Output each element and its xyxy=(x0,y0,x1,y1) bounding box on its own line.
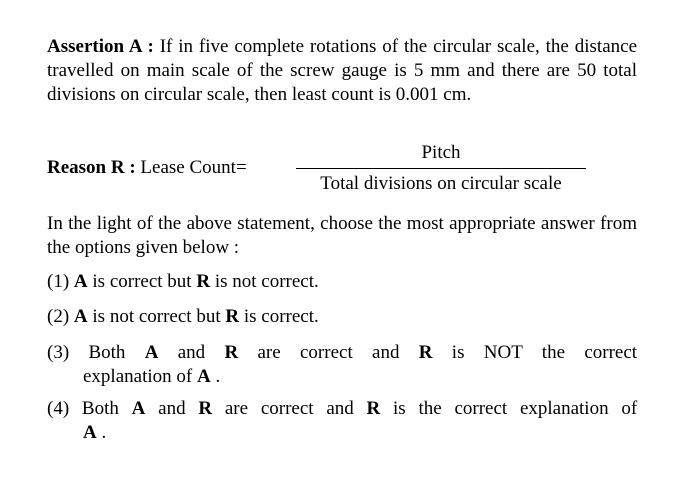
option-1-segment: is not correct. xyxy=(210,271,319,292)
option-2-segment: R xyxy=(225,306,240,327)
equals-sign: = xyxy=(235,157,247,178)
option-4-word: correct xyxy=(260,398,314,419)
option-4-word: Both xyxy=(81,398,119,419)
option-4-word: is xyxy=(393,398,406,419)
option-4[interactable] xyxy=(47,397,637,445)
option-1-text xyxy=(47,270,637,294)
option-3-number: (3) xyxy=(47,342,70,363)
option-2-segment: is not correct but xyxy=(87,306,226,327)
assertion-label: Assertion A : xyxy=(47,36,154,57)
fraction-numerator: Pitch xyxy=(421,142,461,163)
fraction-denominator: Total divisions on circular scale xyxy=(320,173,562,194)
option-3-segment: A xyxy=(196,366,211,387)
option-4-line-1 xyxy=(47,397,637,421)
assertion-text: If in five complete rotations of the circular scale, the distance travelled on main scale of the screw gauge is 5 mm and there are 50 total divisions on circular scale, then least count is 0.001 cm. xyxy=(47,36,638,105)
option-4-segment: A xyxy=(83,422,97,443)
instruction-text: In the light of the above statement, choose the most appropriate answer from the options given below : xyxy=(47,213,637,258)
option-1-segment: R xyxy=(196,271,211,292)
option-3-word: correct xyxy=(300,342,353,363)
option-4-word: of xyxy=(621,398,638,419)
option-3-word: the xyxy=(541,342,566,363)
option-1-number: (1) xyxy=(47,271,74,292)
option-4-word: explanation xyxy=(519,398,609,419)
option-3-line-2 xyxy=(47,365,637,389)
option-2-segment: is correct. xyxy=(239,306,319,327)
option-4-word: correct xyxy=(454,398,508,419)
option-2[interactable] xyxy=(47,305,637,329)
option-3-word: and xyxy=(372,342,400,363)
reason-lhs-text: Lease Count xyxy=(140,157,236,178)
reason-lhs xyxy=(47,156,247,180)
option-4-word: R xyxy=(366,398,381,419)
option-2-number: (2) xyxy=(47,306,74,327)
option-3[interactable] xyxy=(47,341,637,389)
option-4-word: and xyxy=(158,398,186,419)
option-4-word: the xyxy=(418,398,442,419)
assertion-statement xyxy=(47,35,637,107)
option-4-number: (4) xyxy=(47,398,70,419)
option-3-word: and xyxy=(177,342,206,363)
option-1-segment: A xyxy=(73,271,88,292)
option-4-word: are xyxy=(224,398,249,419)
option-4-word: and xyxy=(326,398,354,419)
least-count-fraction xyxy=(296,141,586,196)
option-1-segment: is correct but xyxy=(87,271,197,292)
option-3-segment: . xyxy=(210,366,221,387)
option-3-word: is xyxy=(451,342,465,363)
option-3-word: A xyxy=(144,342,159,363)
option-3-line-1 xyxy=(47,341,637,365)
option-3-word: are xyxy=(257,342,281,363)
option-4-segment: . xyxy=(96,422,107,443)
option-3-word: correct xyxy=(584,342,638,363)
reason-statement xyxy=(47,141,647,201)
option-3-word: Both xyxy=(88,342,126,363)
option-4-line-2 xyxy=(47,421,637,445)
option-4-word: A xyxy=(131,398,146,419)
option-2-text xyxy=(47,305,637,329)
reason-label: Reason R : xyxy=(47,157,136,178)
option-1[interactable] xyxy=(47,270,637,294)
option-2-segment: A xyxy=(73,306,88,327)
option-3-word: R xyxy=(418,342,433,363)
fraction-bar xyxy=(296,168,586,169)
option-4-word: R xyxy=(198,398,213,419)
option-3-word: R xyxy=(224,342,239,363)
option-3-segment: explanation of xyxy=(83,366,197,387)
option-3-word: NOT xyxy=(483,342,523,363)
